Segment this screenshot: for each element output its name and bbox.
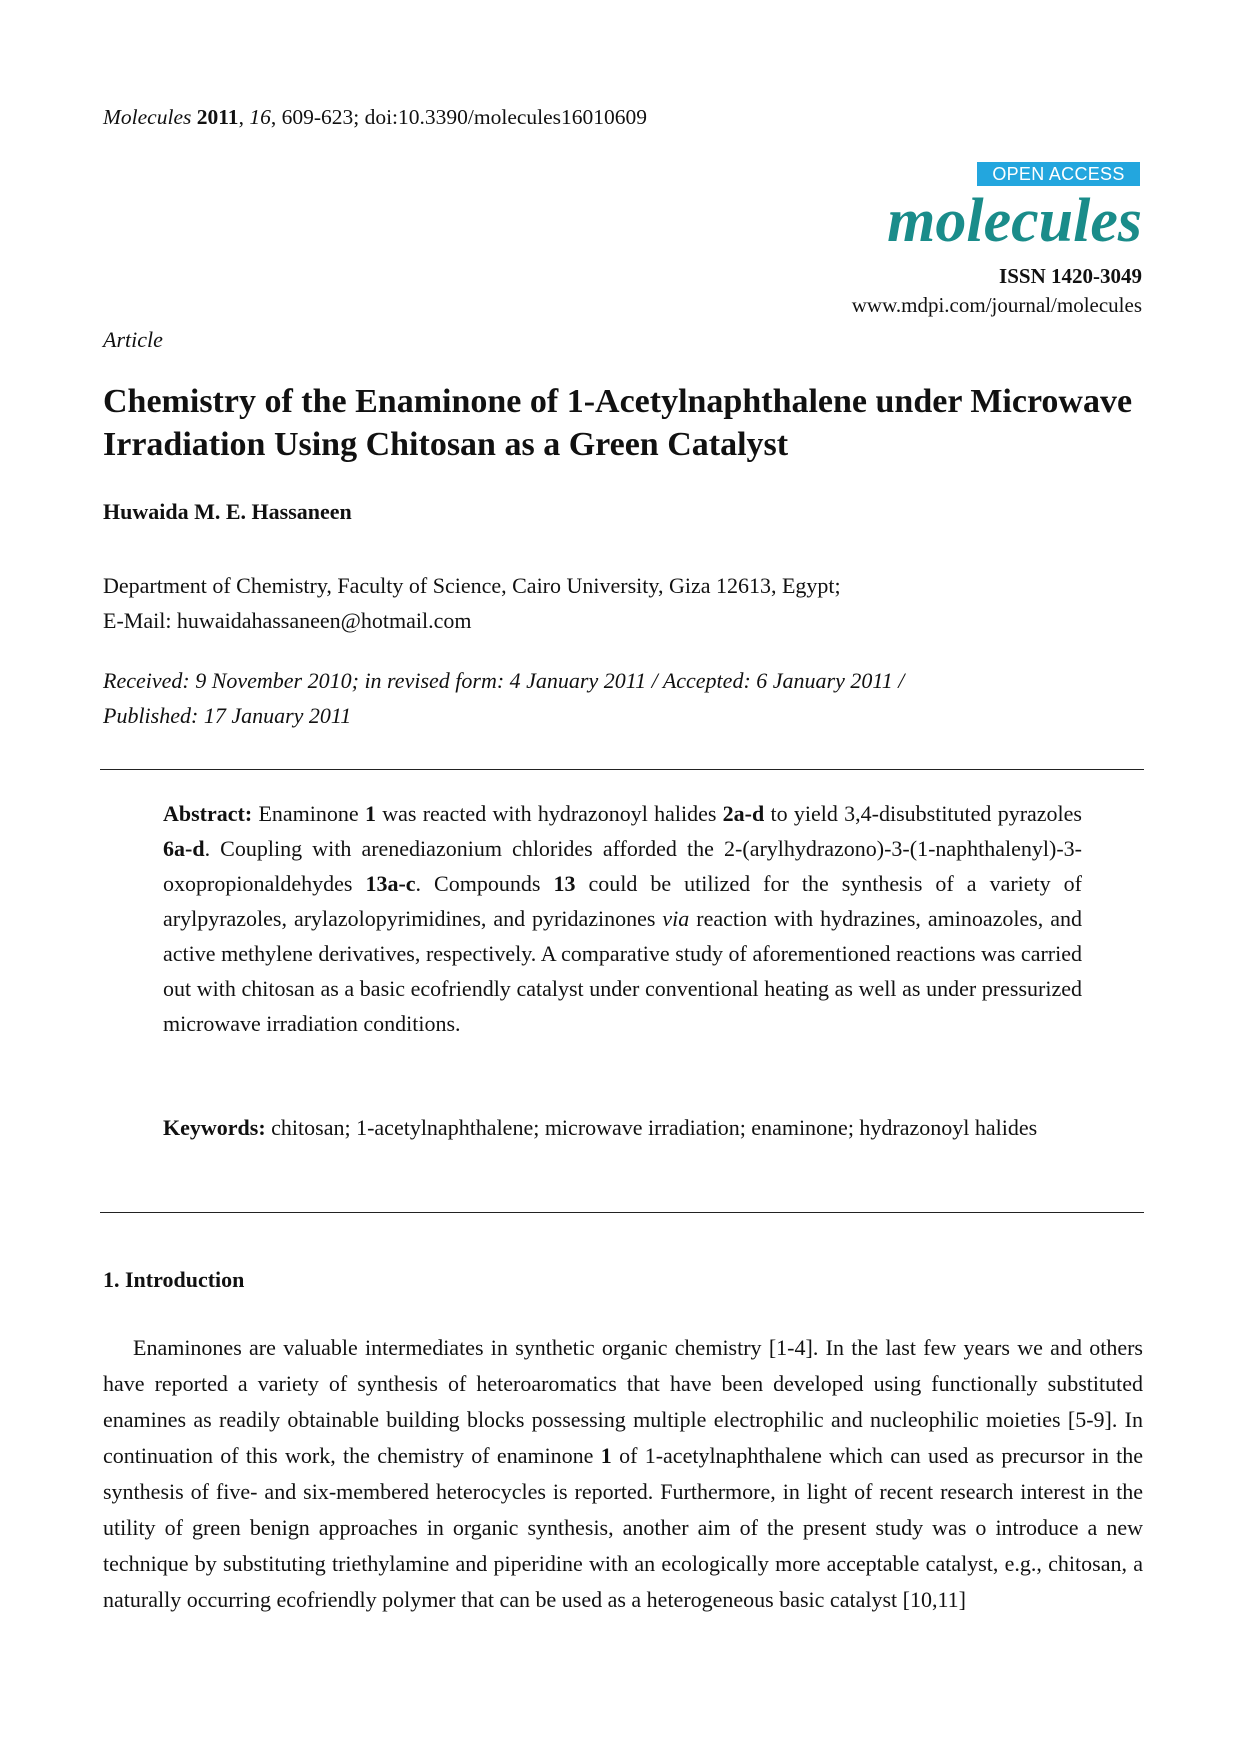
compound-ref: 1 (600, 1443, 612, 1468)
abstract-text: could be utilized for the synthesis of a variety of arylpyrazoles, arylazolopyrimidines, and pyridazinones (163, 871, 1082, 931)
journal-logo: molecules (887, 187, 1142, 255)
author-name: Huwaida M. E. Hassaneen (103, 499, 352, 524)
publication-year: 2011 (196, 105, 239, 129)
keywords (163, 1110, 1082, 1145)
article-title: Chemistry of the Enaminone of 1-Acetylnaphthalene under Microwave Irradiation Using Chitosan as a Green Catalyst (103, 383, 1133, 463)
pages-doi[interactable]: , 609-623; doi:10.3390/molecules16010609 (270, 105, 648, 129)
compound-ref: 13a-c (365, 871, 416, 896)
dates-line-2: Published: 17 January 2011 (103, 703, 352, 728)
open-access-badge: OPEN ACCESS (977, 162, 1140, 186)
keywords-text: chitosan; 1-acetylnaphthalene; microwave irradiation; enaminone; hydrazonoyl halides (265, 1115, 1038, 1140)
compound-ref: 1 (364, 801, 376, 826)
affiliation-block (103, 568, 841, 638)
journal-url[interactable]: www.mdpi.com/journal/molecules (851, 293, 1142, 317)
intro-text: Enaminones are valuable intermediates in synthetic organic chemistry [1-4]. In the last few years we and others have reported a variety of synthesis of heteroaromatics that have been developed using functionally substituted enamines as readily obtainable building blocks possessing multiple electrophilic and nucleophilic moieties [5-9]. In continuation of this work, the chemistry of enaminone (103, 1335, 1143, 1468)
compound-ref: 2a-d (722, 801, 765, 826)
abstract-label: Abstract: (163, 801, 253, 826)
section-heading: 1. Introduction (103, 1267, 245, 1292)
abstract-text: Enaminone (252, 801, 365, 826)
abstract-italic: via (662, 906, 690, 931)
abstract-text: was reacted with hydrazonoyl halides (375, 801, 723, 826)
citation-line: Molecules 2011, 16, 609-623; doi:10.3390/molecules16010609 (103, 105, 648, 129)
email[interactable]: E-Mail: huwaidahassaneen@hotmail.com (103, 608, 472, 633)
intro-text: of 1-acetylnaphthalene which can used as precursor in the synthesis of five- and six-membered heterocycles is reported. Furthermore, in light of recent research interest in the utility of green benign approaches in organic synthesis, another aim of the present study was o introduce a new technique by substituting triethylamine and piperidine with an ecologically more acceptable catalyst, e.g., chitosan, a naturally occurring ecofriendly polymer that can be used as a heterogeneous basic catalyst [10,11] (103, 1443, 1144, 1612)
compound-ref: 13 (553, 871, 576, 896)
issn: ISSN 1420-3049 (999, 264, 1142, 288)
affiliation: Department of Chemistry, Faculty of Science, Cairo University, Giza 12613, Egypt; (103, 573, 841, 598)
keywords-label: Keywords: (163, 1115, 266, 1140)
dates-line-1: Received: 9 November 2010; in revised form: 4 January 2011 / Accepted: 6 January 2011 / (103, 668, 905, 693)
introduction-paragraph (103, 1330, 1143, 1618)
top-divider (100, 769, 1144, 770)
abstract-text: reaction with hydrazines, aminoazoles, and active methylene derivatives, respectively. A comparative study of aforementioned reactions was carried out with chitosan as a basic ecofriendly catalyst under conventional heating as well as under pressurized microwave irradiation conditions. (163, 906, 1082, 1036)
abstract-text: . Compounds (415, 871, 554, 896)
journal-short-name: Molecules (103, 105, 192, 129)
publication-dates (103, 663, 904, 733)
volume-number: 16 (249, 105, 271, 129)
abstract-text: . Coupling with arenediazonium chlorides afforded the 2-(arylhydrazono)-3-(1-naphthalenyl)-3-oxopropionaldehydes (163, 836, 1082, 896)
abstract (163, 796, 1082, 1041)
article-type: Article (103, 327, 163, 352)
abstract-text: to yield 3,4-disubstituted pyrazoles (764, 801, 1082, 826)
bottom-divider (100, 1212, 1144, 1213)
compound-ref: 6a-d (163, 836, 205, 861)
